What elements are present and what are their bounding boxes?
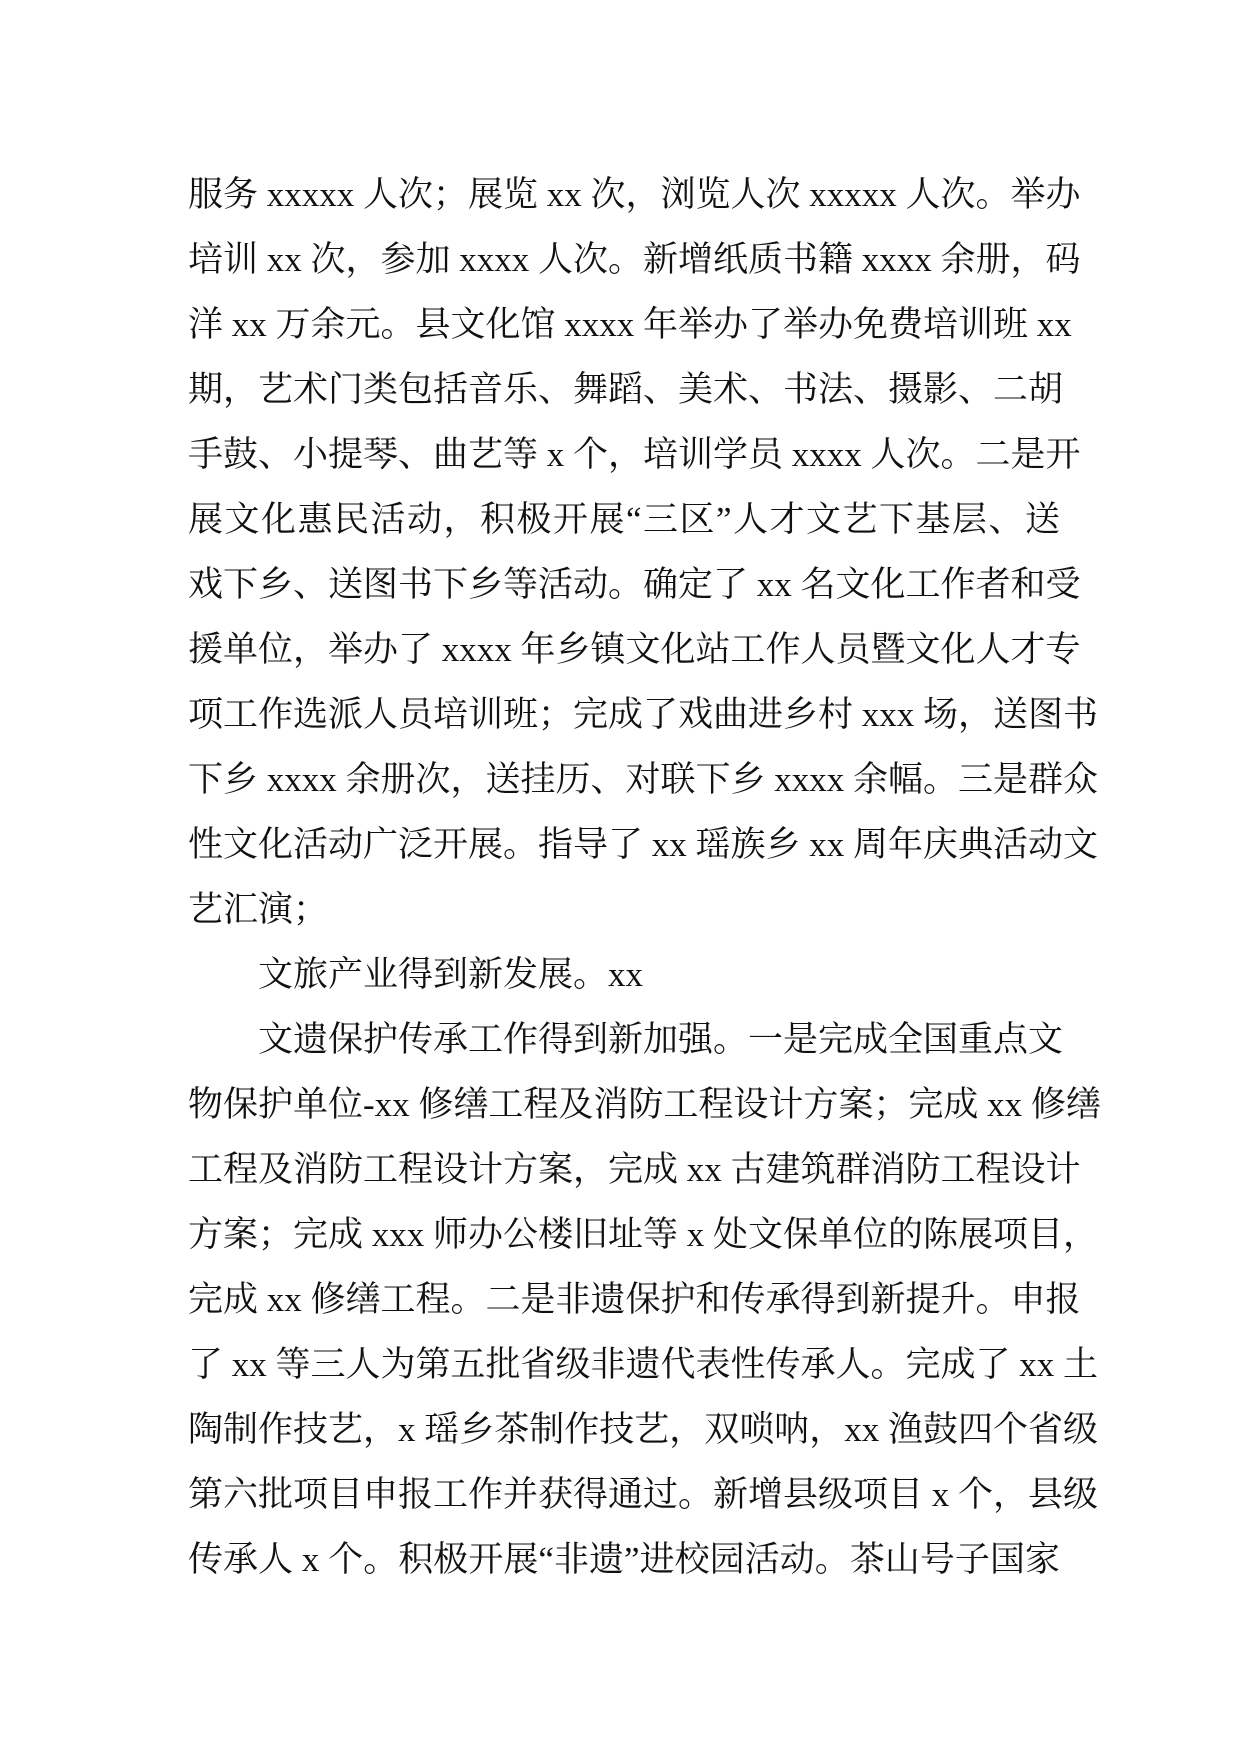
text-line: 下乡 xxxx 余册次，送挂历、对联下乡 xxxx 余幅。三是群众 — [188, 760, 1099, 799]
text-line: 方案；完成 xxx 师办公楼旧址等 x 处文保单位的陈展项目， — [188, 1215, 1099, 1254]
paragraph-heritage-protection — [188, 1007, 1101, 1592]
text-line: 展文化惠民活动，积极开展“三区”人才文艺下基层、送 — [188, 500, 1060, 539]
text-line: 性文化活动广泛开展。指导了 xx 瑶族乡 xx 周年庆典活动文 — [188, 825, 1099, 864]
text-line: 物保护单位-xx 修缮工程及消防工程设计方案；完成 xx 修缮 — [188, 1085, 1101, 1124]
text-line: 陶制作技艺，x 瑶乡茶制作技艺，双唢呐，xx 渔鼓四个省级 — [188, 1410, 1099, 1449]
text-line: 艺汇演； — [188, 890, 329, 929]
paragraph-culture-services — [188, 162, 1099, 942]
text-line: 项工作选派人员培训班；完成了戏曲进乡村 xxx 场，送图书 — [188, 695, 1099, 734]
paragraph-tourism-industry — [188, 942, 1060, 1007]
text-line: 服务 xxxxx 人次；展览 xx 次，浏览人次 xxxxx 人次。举办 — [188, 175, 1081, 214]
text-line: 工程及消防工程设计方案，完成 xx 古建筑群消防工程设计 — [188, 1150, 1081, 1189]
text-line: 援单位，举办了 xxxx 年乡镇文化站工作人员暨文化人才专 — [188, 630, 1081, 669]
document-body — [188, 162, 1101, 1592]
text-line: 文遗保护传承工作得到新加强。一是完成全国重点文 — [258, 1020, 1064, 1059]
text-line: 第六批项目申报工作并获得通过。新增县级项目 x 个，县级 — [188, 1475, 1099, 1514]
text-line: 了 xx 等三人为第五批省级非遗代表性传承人。完成了 xx 土 — [188, 1345, 1099, 1384]
text-line: 传承人 x 个。积极开展“非遗”进校园活动。茶山号子国家 — [188, 1540, 1060, 1579]
text-line: 手鼓、小提琴、曲艺等 x 个，培训学员 xxxx 人次。二是开 — [188, 435, 1081, 474]
text-line: 期，艺术门类包括音乐、舞蹈、美术、书法、摄影、二胡 — [188, 370, 1064, 409]
text-line: 洋 xx 万余元。县文化馆 xxxx 年举办了举办免费培训班 xx — [188, 305, 1072, 344]
text-line: 培训 xx 次，参加 xxxx 人次。新增纸质书籍 xxxx 余册，码 — [188, 240, 1081, 279]
text-line: 文旅产业得到新发展。xx — [258, 955, 644, 994]
text-line: 完成 xx 修缮工程。二是非遗保护和传承得到新提升。申报 — [188, 1280, 1081, 1319]
text-line: 戏下乡、送图书下乡等活动。确定了 xx 名文化工作者和受 — [188, 565, 1081, 604]
